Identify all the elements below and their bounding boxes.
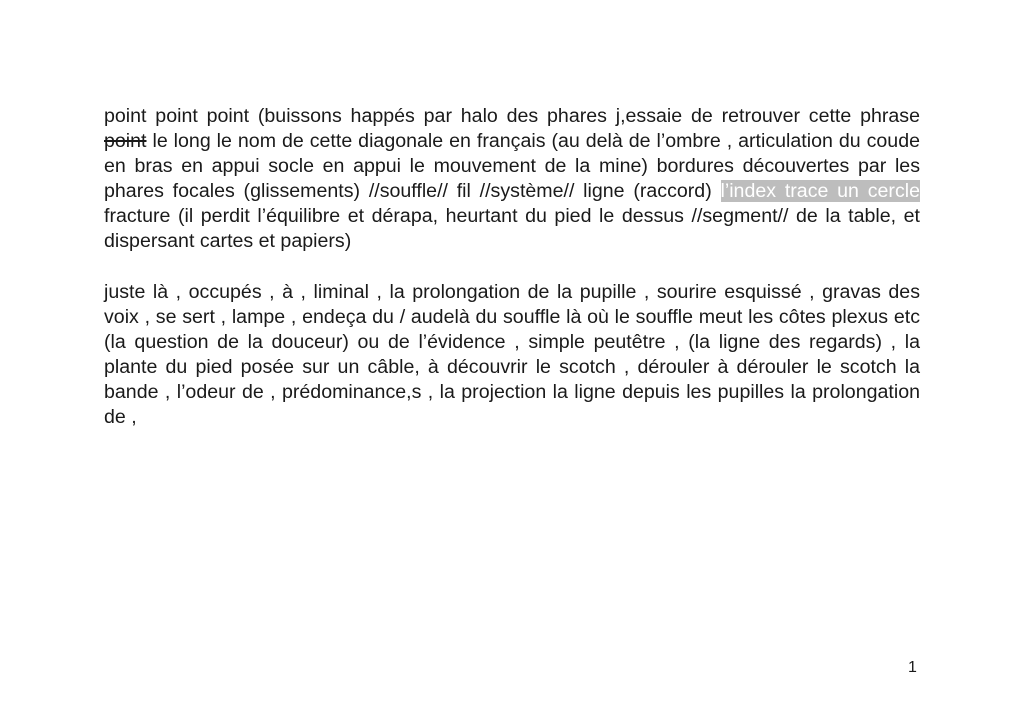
paragraph-1	[104, 104, 920, 254]
paragraph-1-segment-2: le long le nom de cette diagonale en français (au delà de l’ombre , articulation du coude en bras en appui socle en appui le mouvement de la mine) bordures découvertes par les phares focales (glissements) //souffle// fil //système// ligne (raccord)	[104, 130, 920, 202]
paragraph-1-segment-3: fracture (il perdit l’équilibre et dérapa, heurtant du pied le dessus //segment// de la table, et dispersant cartes et papiers)	[104, 205, 920, 252]
page-number: 1	[908, 659, 917, 676]
struck-word: point	[104, 130, 147, 152]
highlighted-phrase: l’index trace un cercle	[720, 180, 920, 202]
paragraph-2: juste là , occupés , à , liminal , la prolongation de la pupille , sourire esquissé , gravas des voix , se sert , lampe , endeça du / audelà du souffle là où le souffle meut les côtes plexus etc (la question de la douceur) ou de l’évidence , simple peutêtre , (la ligne des regards) , la plante du pied posée sur un câble, à découvrir le scotch , dérouler à dérouler le scotch la bande , l’odeur de , prédominance,s , la projection la ligne depuis les pupilles la prolongation de ,	[104, 281, 920, 428]
paragraph-1-segment-1: point point point (buissons happés par halo des phares j,essaie de retrouver cette phrase	[104, 105, 920, 127]
